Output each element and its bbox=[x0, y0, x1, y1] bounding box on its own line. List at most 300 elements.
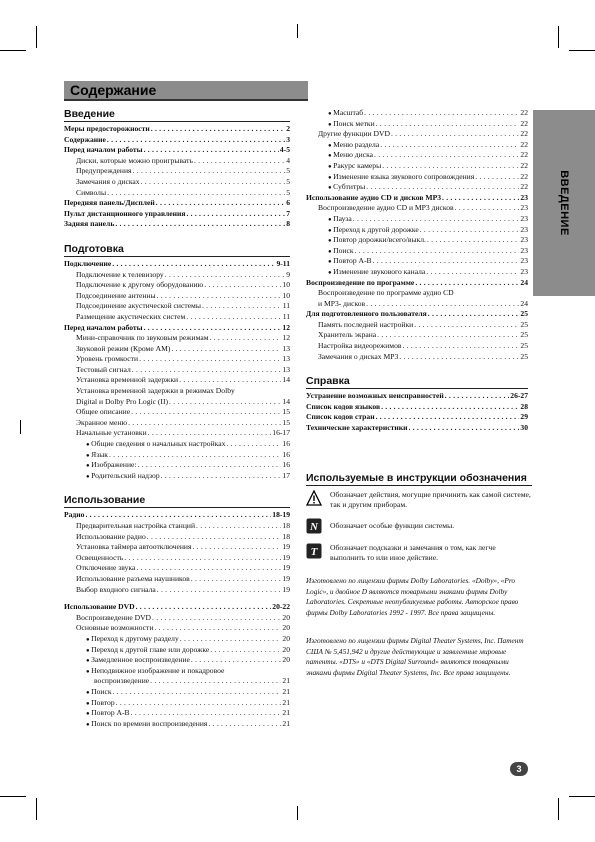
section-title: Подготовка bbox=[64, 243, 290, 257]
toc-entry-page: 15 bbox=[282, 407, 290, 417]
toc-entry bbox=[64, 460, 290, 471]
toc-entry bbox=[64, 418, 290, 429]
toc-entry-title: Использование разъема наушников bbox=[76, 573, 190, 583]
crop-mark bbox=[0, 796, 26, 797]
toc-entry-page: 12 bbox=[282, 322, 290, 332]
toc-leader-dots bbox=[420, 225, 520, 236]
toc-entry-page: 30 bbox=[520, 423, 528, 433]
toc-leader-dots bbox=[210, 333, 282, 344]
toc-entry bbox=[64, 439, 290, 450]
toc-entry bbox=[64, 177, 290, 188]
toc-entry bbox=[306, 140, 528, 151]
toc-entry-page: 21 bbox=[282, 686, 290, 696]
toc-leader-dots bbox=[191, 655, 282, 666]
toc-entry-title: Хранитель экрана bbox=[318, 330, 377, 340]
toc-entry-title: ● Переход к другой главе или дорожке bbox=[86, 645, 209, 656]
toc-leader-dots bbox=[144, 323, 282, 334]
toc-entry bbox=[64, 563, 290, 574]
toc-leader-dots bbox=[204, 280, 281, 291]
crop-mark bbox=[297, 806, 298, 820]
toc-entry-title: Пульт дистанционного управления bbox=[64, 208, 186, 218]
toc-entry bbox=[306, 391, 528, 402]
toc-entry-title: ● Поиск метки bbox=[328, 119, 375, 130]
toc-leader-dots bbox=[157, 291, 282, 302]
toc-entry-page: 4-5 bbox=[279, 145, 290, 155]
toc-entry bbox=[64, 687, 290, 698]
toc-entry bbox=[306, 423, 528, 434]
toc-entry bbox=[64, 280, 290, 291]
toc-entry-page: 19 bbox=[282, 542, 290, 552]
toc-entry-page: 10 bbox=[282, 280, 290, 290]
toc-entry-title: ● Пауза bbox=[328, 214, 352, 225]
toc-entry bbox=[64, 145, 290, 156]
toc-leader-dots bbox=[186, 312, 281, 323]
toc-entry-page: 13 bbox=[282, 364, 290, 374]
toc-entry-title: ● Меню диска bbox=[328, 150, 373, 161]
toc-entry-page: 16 bbox=[282, 449, 290, 459]
page-title-bar bbox=[64, 81, 308, 101]
toc-entry bbox=[64, 471, 290, 482]
toc-entry-title: ● Поиск bbox=[86, 687, 112, 698]
toc-leader-dots bbox=[475, 172, 519, 183]
toc-entry-title: Подключение bbox=[64, 258, 112, 268]
toc-entry-page: 20-22 bbox=[272, 602, 290, 612]
toc-leader-dots bbox=[165, 270, 285, 281]
toc-entry-page: 23 bbox=[520, 192, 528, 202]
toc-entry bbox=[64, 301, 290, 312]
toc-entry-title: Выбор входного сигнала bbox=[76, 584, 156, 594]
toc-entry-title: ● Поиск bbox=[328, 246, 354, 257]
toc-leader-dots bbox=[373, 256, 520, 267]
toc-leader-dots bbox=[376, 412, 520, 423]
toc-entry-page: 20 bbox=[282, 612, 290, 622]
toc-entry-page: 22 bbox=[520, 160, 528, 170]
side-tab-label: ВВЕДЕНИЕ bbox=[558, 170, 570, 236]
toc-entry-title: Предупреждения bbox=[76, 166, 132, 176]
crop-mark bbox=[20, 420, 21, 434]
toc-entry-title: Воспроизведение по программе аудио CD bbox=[318, 288, 454, 298]
toc-entry-page: 15 bbox=[282, 417, 290, 427]
toc-entry bbox=[64, 645, 290, 656]
toc-entry-title: Воспроизведение аудио CD и MP3 дисков bbox=[318, 203, 454, 213]
toc-entry-page: 23 bbox=[520, 256, 528, 266]
toc-entry-title: Мини-справочник по звуковым режимам bbox=[76, 333, 209, 343]
toc-entry bbox=[306, 256, 528, 267]
toc-entry-title: Замечания о дисках bbox=[76, 176, 140, 186]
toc-entry-page: 20 bbox=[282, 644, 290, 654]
toc-entry-page: 25 bbox=[520, 330, 528, 340]
toc-entry-page: 20 bbox=[282, 623, 290, 633]
toc-leader-dots bbox=[353, 214, 520, 225]
toc-leader-dots bbox=[150, 676, 281, 687]
toc-entry-title: Перед началом работы bbox=[64, 322, 143, 332]
toc-entry bbox=[64, 323, 290, 334]
toc-entry-title: ● Ракурс камеры bbox=[328, 161, 381, 172]
toc-entry-title: ● Родительский надзор bbox=[86, 471, 160, 482]
toc-entry-title: Использование DVD bbox=[64, 602, 135, 612]
toc-entry-page: 25 bbox=[520, 351, 528, 361]
note-n-icon bbox=[306, 518, 322, 534]
toc-entry-title: Диски, которые можно проигрывать bbox=[76, 155, 193, 165]
toc-leader-dots bbox=[139, 354, 281, 365]
toc-leader-dots bbox=[194, 156, 285, 167]
toc-entry bbox=[306, 330, 528, 341]
toc-leader-dots bbox=[208, 719, 281, 730]
toc-entry-page: 22 bbox=[520, 129, 528, 139]
toc-entry-page: 8 bbox=[286, 219, 290, 229]
toc-entry bbox=[306, 225, 528, 236]
toc-entry-title: Освещенность bbox=[76, 552, 124, 562]
toc-leader-dots bbox=[399, 352, 519, 363]
toc-leader-dots bbox=[147, 532, 282, 543]
toc-entry-page: 10 bbox=[282, 290, 290, 300]
toc-entry bbox=[306, 402, 528, 413]
toc-entry-title: Воспроизведение по программе bbox=[306, 277, 415, 287]
toc-entry bbox=[64, 354, 290, 365]
toc-entry-page: 25 bbox=[520, 309, 528, 319]
toc-entry-title: Предварительная настройка станций bbox=[76, 521, 196, 530]
toc-leader-dots bbox=[442, 193, 519, 204]
toc-leader-dots bbox=[427, 235, 519, 246]
crop-mark bbox=[297, 24, 298, 38]
toc-entry-title: Перед началом работы bbox=[64, 145, 143, 155]
toc-entry-page: 18-19 bbox=[272, 510, 290, 520]
toc-entry-page: 9 bbox=[286, 269, 290, 279]
toc-leader-dots bbox=[113, 687, 282, 698]
toc-entry-page: 11 bbox=[282, 301, 290, 311]
toc-entry bbox=[306, 246, 528, 257]
toc-entry-page: 20 bbox=[282, 655, 290, 665]
toc-entry-page: 21 bbox=[282, 708, 290, 718]
toc-entry bbox=[64, 532, 290, 543]
toc-entry bbox=[64, 209, 290, 220]
toc-entry-page: 19 bbox=[282, 584, 290, 594]
toc-entry bbox=[306, 203, 528, 214]
toc-leader-dots bbox=[144, 145, 279, 156]
toc-leader-dots bbox=[364, 108, 519, 119]
toc-entry bbox=[306, 172, 528, 183]
toc-entry-title: Уровень громкости bbox=[76, 354, 139, 364]
toc-entry-title: Основные возможности bbox=[76, 623, 154, 633]
toc-entry bbox=[64, 270, 290, 281]
toc-leader-dots bbox=[107, 135, 285, 146]
toc-entry-page: 29 bbox=[520, 412, 528, 422]
crop-mark bbox=[558, 26, 559, 48]
toc-entry-title: Воспроизведение DVD bbox=[76, 612, 152, 622]
toc-leader-dots bbox=[366, 182, 519, 193]
toc-entry-page: 23 bbox=[520, 266, 528, 276]
toc-entry-title: Другие функции DVD bbox=[318, 129, 390, 139]
toc-entry-page: 5 bbox=[286, 166, 290, 176]
toc-leader-dots bbox=[151, 124, 285, 135]
toc-entry-page: 22 bbox=[520, 108, 528, 117]
toc-entry-title: Подключение к другому оборудованию bbox=[76, 280, 204, 290]
toc-entry bbox=[64, 613, 290, 624]
toc-entry bbox=[306, 309, 528, 320]
toc-entry bbox=[64, 333, 290, 344]
toc-entry bbox=[64, 166, 290, 177]
toc-entry-page: 24 bbox=[520, 277, 528, 287]
toc-entry-title: ● Замедленное воспроизведение bbox=[86, 655, 190, 666]
toc-entry-page: 23 bbox=[520, 235, 528, 245]
toc-entry-page: 21 bbox=[282, 718, 290, 728]
toc-entry-title: Установка временной задержки bbox=[76, 375, 179, 385]
spacer bbox=[306, 362, 528, 375]
toc-leader-dots bbox=[415, 278, 519, 289]
tip-t-icon bbox=[306, 543, 322, 559]
toc-entry bbox=[64, 344, 290, 355]
toc-leader-dots bbox=[428, 309, 520, 320]
toc-entry bbox=[64, 574, 290, 585]
toc-entry bbox=[64, 375, 290, 386]
toc-entry bbox=[64, 666, 290, 677]
toc-leader-dots bbox=[376, 119, 520, 130]
toc-entry bbox=[306, 235, 528, 246]
toc-entry bbox=[64, 428, 290, 439]
toc-entry-page: 23 bbox=[520, 213, 528, 223]
toc-entry bbox=[306, 214, 528, 225]
toc-entry-page: 3 bbox=[286, 134, 290, 144]
toc-leader-dots bbox=[180, 634, 282, 645]
toc-entry-title: Символы bbox=[76, 187, 107, 197]
spacer bbox=[64, 230, 290, 243]
toc-entry bbox=[306, 341, 528, 352]
toc-entry-title: Меры предосторожности bbox=[64, 124, 150, 133]
toc-entry-page: 26-27 bbox=[510, 391, 528, 401]
toc-entry-title: Список кодов языков bbox=[306, 401, 381, 411]
toc-entry-page: 14 bbox=[282, 396, 290, 406]
toc-entry-page: 4 bbox=[286, 155, 290, 165]
toc-entry-title: ● Повтор A-B bbox=[328, 256, 372, 267]
toc-entry-title: Содержание bbox=[64, 134, 106, 144]
toc-entry bbox=[64, 698, 290, 709]
toc-entry-page: 7 bbox=[286, 208, 290, 218]
section-title: Использование bbox=[64, 494, 290, 508]
svg-text:T: T bbox=[310, 546, 318, 558]
toc-entry-title: ● Повтор A-B bbox=[86, 708, 130, 719]
toc-leader-dots bbox=[210, 645, 281, 656]
spacer bbox=[64, 481, 290, 494]
toc-leader-dots bbox=[380, 140, 519, 151]
toc-entry-title: воспроизведение bbox=[94, 676, 150, 686]
toc-entry-title: Установка таймера автоотключения bbox=[76, 542, 192, 552]
toc-entry-page: 9-11 bbox=[276, 258, 290, 268]
toc-right-column bbox=[306, 108, 528, 434]
toc-entry-title: Экранное меню bbox=[76, 417, 128, 427]
toc-entry-title: Начальные установки bbox=[76, 428, 147, 438]
toc-entry-title: ● Переход к другой дорожке bbox=[328, 225, 419, 236]
toc-leader-dots bbox=[186, 209, 285, 220]
toc-leader-dots bbox=[161, 471, 282, 482]
crop-mark bbox=[569, 796, 595, 797]
toc-entry-title: Использование аудио CD и дисков MP3 bbox=[306, 192, 442, 202]
toc-leader-dots bbox=[141, 177, 286, 188]
toc-leader-dots bbox=[355, 246, 520, 257]
toc-entry-page: 13 bbox=[282, 354, 290, 364]
toc-leader-dots bbox=[124, 553, 281, 564]
toc-leader-dots bbox=[131, 407, 281, 418]
toc-entry bbox=[64, 198, 290, 209]
toc-leader-dots bbox=[179, 375, 281, 386]
toc-entry-page: 21 bbox=[282, 697, 290, 707]
toc-entry-title: Память последней настройки bbox=[318, 319, 414, 329]
toc-entry-title: ● Поиск по времени воспроизведения bbox=[86, 719, 207, 730]
toc-entry bbox=[306, 129, 528, 140]
toc-leader-dots bbox=[154, 623, 281, 634]
toc-entry-title: ● Изменение языка звукового сопровождения bbox=[328, 172, 474, 183]
toc-entry-title: Настройка видеорежимов bbox=[318, 341, 402, 351]
toc-entry-page: 28 bbox=[520, 401, 528, 411]
toc-entry bbox=[306, 288, 528, 299]
toc-leader-dots bbox=[414, 320, 519, 331]
crop-mark bbox=[0, 50, 26, 51]
toc-entry-title: Размещение акустических систем bbox=[76, 311, 186, 321]
toc-entry-page: 25 bbox=[520, 319, 528, 329]
toc-entry bbox=[64, 259, 290, 270]
toc-entry-page: 22 bbox=[520, 150, 528, 160]
toc-leader-dots bbox=[169, 397, 281, 408]
toc-entry-page: 25 bbox=[520, 341, 528, 351]
toc-entry-page: 13 bbox=[282, 343, 290, 353]
toc-entry-title: Общее описание bbox=[76, 407, 131, 417]
toc-entry-title: Устранение возможных неисправностей bbox=[306, 391, 444, 401]
symbol-warning-text: Обозначает действия, могущие причинить как самой системе, так и другим приборам. bbox=[330, 490, 531, 509]
svg-text:N: N bbox=[310, 521, 318, 533]
toc-entry bbox=[306, 267, 528, 278]
toc-entry-title: ● Субтитры bbox=[328, 182, 365, 193]
symbol-special-text: Обозначает особые функции системы. bbox=[330, 521, 455, 530]
toc-leader-dots bbox=[192, 542, 281, 553]
toc-entry-title: Звуковой режим (Кроме AM) bbox=[76, 343, 171, 353]
toc-entry-title: Использование радио bbox=[76, 531, 146, 541]
toc-entry-page: 23 bbox=[520, 203, 528, 213]
toc-leader-dots bbox=[202, 301, 282, 312]
toc-entry-page: 16 bbox=[282, 439, 290, 449]
toc-entry bbox=[306, 352, 528, 363]
toc-leader-dots bbox=[138, 460, 282, 471]
toc-entry-page: 12 bbox=[282, 333, 290, 343]
toc-leader-dots bbox=[402, 341, 519, 352]
toc-entry bbox=[64, 397, 290, 408]
toc-entry-page: 14 bbox=[282, 375, 290, 385]
toc-entry-title: ● Язык bbox=[86, 450, 108, 461]
toc-leader-dots bbox=[445, 391, 510, 402]
toc-entry-title: Передняя панель/Дисплей bbox=[64, 198, 155, 208]
toc-leader-dots bbox=[128, 418, 281, 429]
symbol-warning bbox=[306, 490, 532, 510]
symbols-title: Используемые в инструкции обозначения bbox=[306, 472, 532, 486]
toc-entry-page: 23 bbox=[520, 224, 528, 234]
toc-entry bbox=[64, 156, 290, 167]
toc-entry bbox=[64, 219, 290, 230]
toc-entry bbox=[64, 135, 290, 146]
toc-entry-title: Подсоединение акустической системы bbox=[76, 301, 201, 311]
toc-leader-dots bbox=[382, 161, 519, 172]
toc-entry-title: Установка временной задержки в режимах Dolby bbox=[76, 386, 235, 396]
toc-entry-title: ● Изображение: bbox=[86, 460, 137, 471]
toc-leader-dots bbox=[381, 402, 519, 413]
side-tab bbox=[533, 110, 595, 296]
toc-entry-title: ● Переход к другому разделу bbox=[86, 634, 179, 645]
toc-entry-title: Список кодов стран bbox=[306, 412, 375, 422]
toc-entry-page: 19 bbox=[282, 563, 290, 573]
toc-entry-page: 23 bbox=[520, 245, 528, 255]
toc-entry bbox=[306, 299, 528, 310]
toc-entry bbox=[64, 386, 290, 397]
toc-entry-title: ● Повтор дорожки/всего/выкл. bbox=[328, 235, 426, 246]
toc-entry-page: 16-17 bbox=[272, 428, 290, 438]
toc-leader-dots bbox=[191, 574, 282, 585]
toc-entry-page: 17 bbox=[282, 470, 290, 480]
spacer bbox=[64, 595, 290, 602]
toc-entry-page: 16 bbox=[282, 460, 290, 470]
toc-entry-title: ● Меню раздела bbox=[328, 140, 379, 151]
toc-entry-title: Подключение к телевизору bbox=[76, 269, 164, 279]
toc-entry-title: Задняя панель bbox=[64, 219, 115, 229]
toc-entry-title: Радио bbox=[64, 510, 85, 520]
page-title: Содержание bbox=[70, 82, 157, 98]
toc-leader-dots bbox=[156, 198, 285, 209]
toc-entry bbox=[64, 542, 290, 553]
toc-entry bbox=[64, 623, 290, 634]
section-title: Справка bbox=[306, 375, 528, 389]
toc-entry-page: 5 bbox=[286, 176, 290, 186]
toc-entry-page: 22 bbox=[520, 171, 528, 181]
toc-entry-page: 22 bbox=[520, 139, 528, 149]
toc-entry-title: Отключение звука bbox=[76, 563, 136, 573]
toc-leader-dots bbox=[148, 428, 272, 439]
toc-leader-dots bbox=[366, 299, 519, 310]
toc-entry bbox=[64, 291, 290, 302]
dolby-license-note: Изготовлено по лицензии фирмы Dolby Laboratories. «Dolby», «Pro Logic», и двойное D являются товарными знаками фирмы Dolby Laboratories. Секретные неопубликуемые работы. Авторское право фирмы Dolby Laboratories 1992 - 1997. Все права защищены. bbox=[306, 576, 519, 617]
page-number: 3 bbox=[510, 762, 528, 776]
toc-entry bbox=[306, 412, 528, 423]
toc-leader-dots bbox=[157, 585, 282, 596]
toc-entry-page: 11 bbox=[282, 311, 290, 321]
toc-leader-dots bbox=[171, 344, 281, 355]
toc-entry-title: Замечания о дисках MP3 bbox=[318, 351, 399, 361]
toc-entry-title: Digital и Dolby Pro Logic (II) bbox=[76, 396, 169, 406]
toc-leader-dots bbox=[136, 563, 281, 574]
toc-entry-page: 22 bbox=[520, 182, 528, 192]
toc-leader-dots bbox=[409, 423, 520, 434]
toc-leader-dots bbox=[196, 521, 281, 532]
toc-entry-page: 6 bbox=[286, 198, 290, 208]
toc-entry-page: 22 bbox=[520, 118, 528, 128]
toc-entry-page: 21 bbox=[282, 676, 290, 686]
toc-entry bbox=[64, 676, 290, 687]
toc-entry bbox=[64, 708, 290, 719]
toc-entry-title: Технические характеристики bbox=[306, 423, 408, 433]
toc-leader-dots bbox=[85, 510, 271, 521]
toc-entry bbox=[64, 365, 290, 376]
dts-license-note: Изготовлено по лицензии фирмы Digital Theater Systems, Inc. Патент США № 5,451,942 и другие действующие и заявленные мировые патенты. «DTS» и «DTS Digital Surround» являются товарными знаками фирмы Digital Theater Systems, Inc. Все права защищены. bbox=[306, 636, 524, 677]
toc-entry bbox=[64, 585, 290, 596]
crop-mark bbox=[36, 798, 37, 820]
toc-leader-dots bbox=[115, 219, 285, 230]
symbol-special bbox=[306, 518, 532, 534]
toc-leader-dots bbox=[132, 365, 282, 376]
toc-entry bbox=[64, 510, 290, 521]
toc-entry bbox=[64, 312, 290, 323]
toc-entry bbox=[64, 124, 290, 135]
section-title: Введение bbox=[64, 108, 290, 122]
toc-entry-page: 2 bbox=[286, 124, 290, 133]
toc-leader-dots bbox=[109, 450, 281, 461]
toc-entry-title: ● Масштаб bbox=[328, 108, 363, 119]
toc-entry-page: 19 bbox=[282, 573, 290, 583]
toc-entry bbox=[306, 108, 528, 119]
